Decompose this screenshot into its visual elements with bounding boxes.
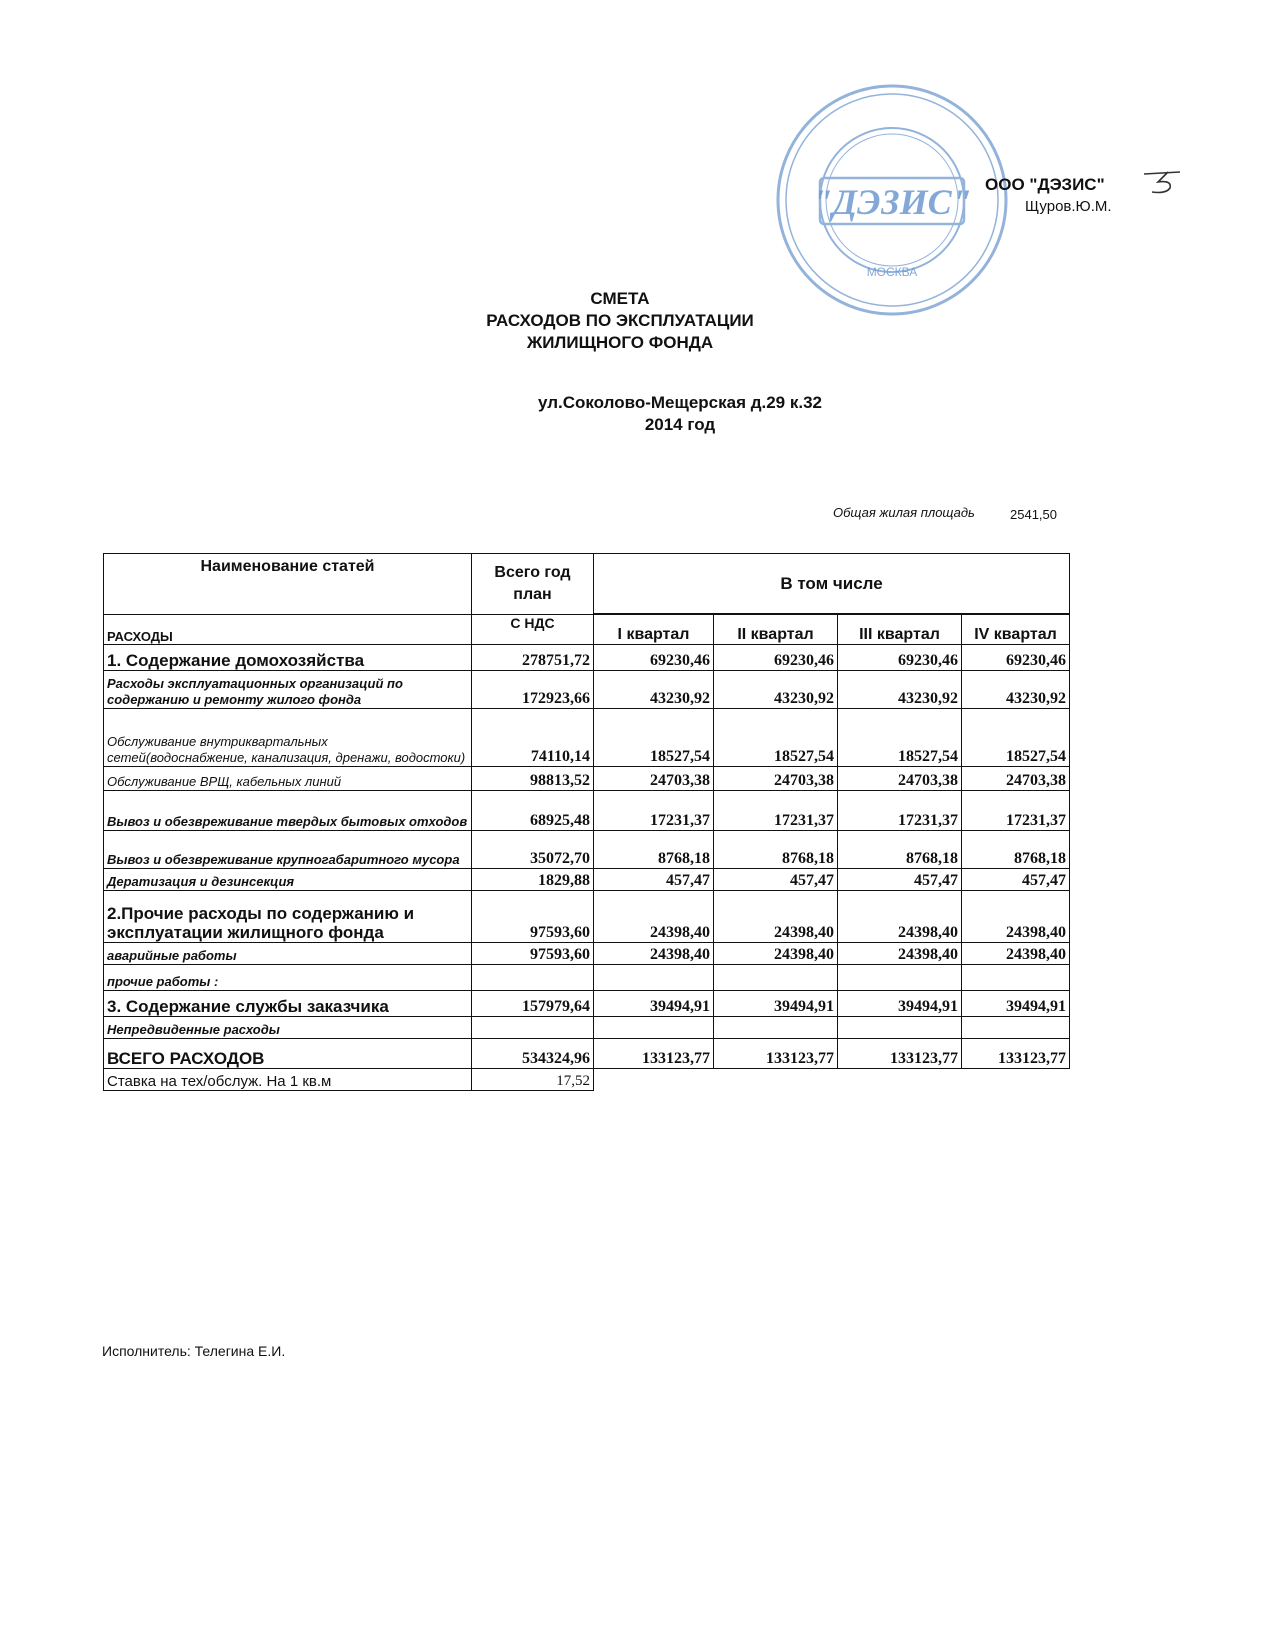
table-row: Обслуживание внутриквартальных сетей(водоснабжение, канализация, дренажи, водостоки) 74110,14 18527,54 18527,54 18527,54 18527,54 — [104, 709, 1070, 767]
table-row: Расходы эксплуатационных организаций по содержанию и ремонту жилого фонда 172923,66 43230,92 43230,92 43230,92 43230,92 — [104, 671, 1070, 709]
doc-title: СМЕТА — [590, 289, 650, 308]
table-row-rate — [104, 1069, 1070, 1091]
stamp-city: МОСКВА — [866, 265, 918, 279]
header-including: В том числе — [594, 554, 1070, 614]
doc-title-line3: ЖИЛИЩНОГО ФОНДА — [526, 333, 714, 352]
table-row-total: ВСЕГО РАСХОДОВ 534324,96 133123,77 133123,77 133123,77 133123,77 — [104, 1039, 1070, 1069]
estimate-table — [103, 553, 1070, 1091]
table-row: прочие работы : — [104, 965, 1070, 991]
table-row: аварийные работы 97593,60 24398,40 24398,40 24398,40 24398,40 — [104, 943, 1070, 965]
table-row: Дератизация и дезинсекция 1829,88 457,47 457,47 457,47 457,47 — [104, 869, 1070, 891]
company-stamp — [772, 80, 1012, 320]
table-row: Обслуживание ВРЩ, кабельных линий 98813,52 24703,38 24703,38 24703,38 24703,38 — [104, 767, 1070, 791]
address: ул.Соколово-Мещерская д.29 к.32 — [537, 393, 823, 412]
table-row: 2.Прочие расходы по содержанию и эксплуатации жилищного фонда 97593,60 24398,40 24398,40 24398,40 24398,40 — [104, 891, 1070, 943]
table-row: Вывоз и обезвреживание крупногабаритного мусора 35072,70 8768,18 8768,18 8768,18 8768,18 — [104, 831, 1070, 869]
header-q1: I квартал — [594, 615, 714, 645]
stamp-center-text: "ДЭЗИС" — [812, 182, 972, 222]
table-row: Непредвиденные расходы — [104, 1017, 1070, 1039]
area-label: Общая жилая площадь — [833, 505, 975, 520]
rate-label: Ставка на тех/обслуж. На 1 кв.м — [104, 1069, 472, 1091]
area-value: 2541,50 — [1010, 507, 1057, 522]
table-row: 3. Содержание службы заказчика 157979,64 39494,91 39494,91 39494,91 39494,91 — [104, 991, 1070, 1017]
header-q3: III квартал — [838, 615, 962, 645]
approval-name: Щуров.Ю.М. — [1025, 198, 1112, 215]
header-q4: IV квартал — [962, 615, 1070, 645]
header-with-vat: С НДС — [472, 615, 594, 645]
signature — [1140, 168, 1200, 198]
year: 2014 год — [644, 415, 716, 434]
doc-title-line2: РАСХОДОВ ПО ЭКСПЛУАТАЦИИ — [486, 311, 754, 330]
table-row: 1. Содержание домохозяйства 278751,72 69230,46 69230,46 69230,46 69230,46 — [104, 645, 1070, 671]
table-row: Вывоз и обезвреживание твердых бытовых отходов 68925,48 17231,37 17231,37 17231,37 17231,37 — [104, 791, 1070, 831]
header-expenses: РАСХОДЫ — [104, 615, 472, 645]
table-header-row — [104, 554, 1070, 614]
header-q2: II квартал — [714, 615, 838, 645]
header-total: Всего год план — [472, 554, 594, 615]
table-subheader-row — [104, 615, 1070, 645]
header-name: Наименование статей — [104, 554, 472, 615]
executor: Исполнитель: Телегина Е.И. — [102, 1343, 286, 1359]
rate-value: 17,52 — [472, 1069, 594, 1091]
approval-org: ООО "ДЭЗИС" — [985, 175, 1105, 194]
